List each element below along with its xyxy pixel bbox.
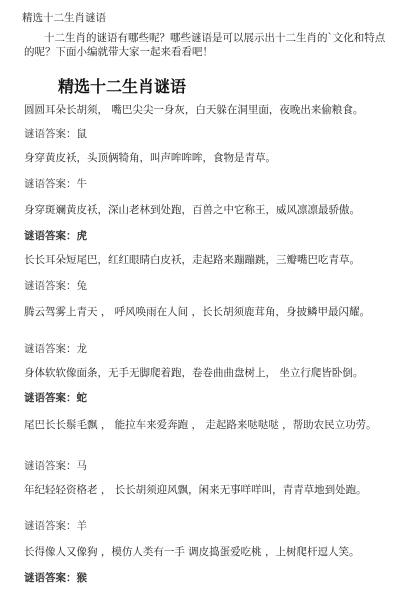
- intro-line-2: 的呢？下面小编就带大家一起来看看吧！: [24, 46, 213, 58]
- section-heading: 精选十二生肖谜语: [58, 77, 187, 96]
- doc-title: 精选十二生肖谜语: [22, 12, 106, 24]
- riddle-text-6: 身体软软像面条，无手无脚爬着跑，卷卷曲曲盘树上， 坐立行爬皆卧倒。: [24, 367, 364, 379]
- riddle-answer-7: 谜语答案：马: [24, 460, 87, 472]
- riddle-text-8: 年纪轻轻资格老 ， 长长胡须迎风飘，闲来无事咩咩叫，青青草地到处跑。: [24, 484, 367, 496]
- riddle-text-2: 身穿黄皮袄，头顶俩犄角，叫声哞哞哞，食物是青草。: [24, 152, 276, 164]
- riddle-answer-6: 谜语答案：蛇: [24, 392, 87, 404]
- riddle-answer-8: 谜语答案：羊: [24, 520, 87, 532]
- riddle-answer-1: 谜语答案：鼠: [24, 128, 87, 140]
- riddle-text-9: 长得像人又像狗 ，模仿人类有一手 调皮捣蛋爱吃桃 ，上树爬杆逗人笑。: [24, 546, 360, 558]
- intro-line-1: 十二生肖的谜语有哪些呢？哪些谜语是可以展示出十二生肖的`文化和特点: [44, 32, 386, 44]
- riddle-text-4: 长长耳朵短尾巴，红红眼睛白皮袄，走起路来蹦蹦跳，三瓣嘴巴吃青草。: [24, 254, 360, 266]
- riddle-answer-5: 谜语答案：龙: [24, 343, 87, 355]
- riddle-text-1: 圆圆耳朵长胡须， 嘴巴尖尖一身灰，白天躲在洞里面，夜晚出来偷粮食。: [24, 104, 364, 116]
- riddle-text-5: 腾云驾雾上青天 ， 呼风唤雨在人间 ，长长胡须鹿茸角，身披鳞甲最闪耀。: [24, 306, 371, 318]
- riddle-answer-4: 谜语答案：兔: [24, 280, 87, 292]
- riddle-text-7: 尾巴长长鬃毛飘 ， 能拉车来爱奔跑 ， 走起路来哒哒哒 ，帮助农民立功劳。: [24, 419, 377, 431]
- riddle-answer-3: 谜语答案：虎: [24, 230, 87, 242]
- riddle-answer-9: 谜语答案：猴: [24, 572, 87, 584]
- riddle-answer-2: 谜语答案：牛: [24, 178, 87, 190]
- riddle-text-3: 身穿斑斓黄皮袄，深山老林到处跑，百兽之中它称王，威风凛凛最骄傲。: [24, 204, 360, 216]
